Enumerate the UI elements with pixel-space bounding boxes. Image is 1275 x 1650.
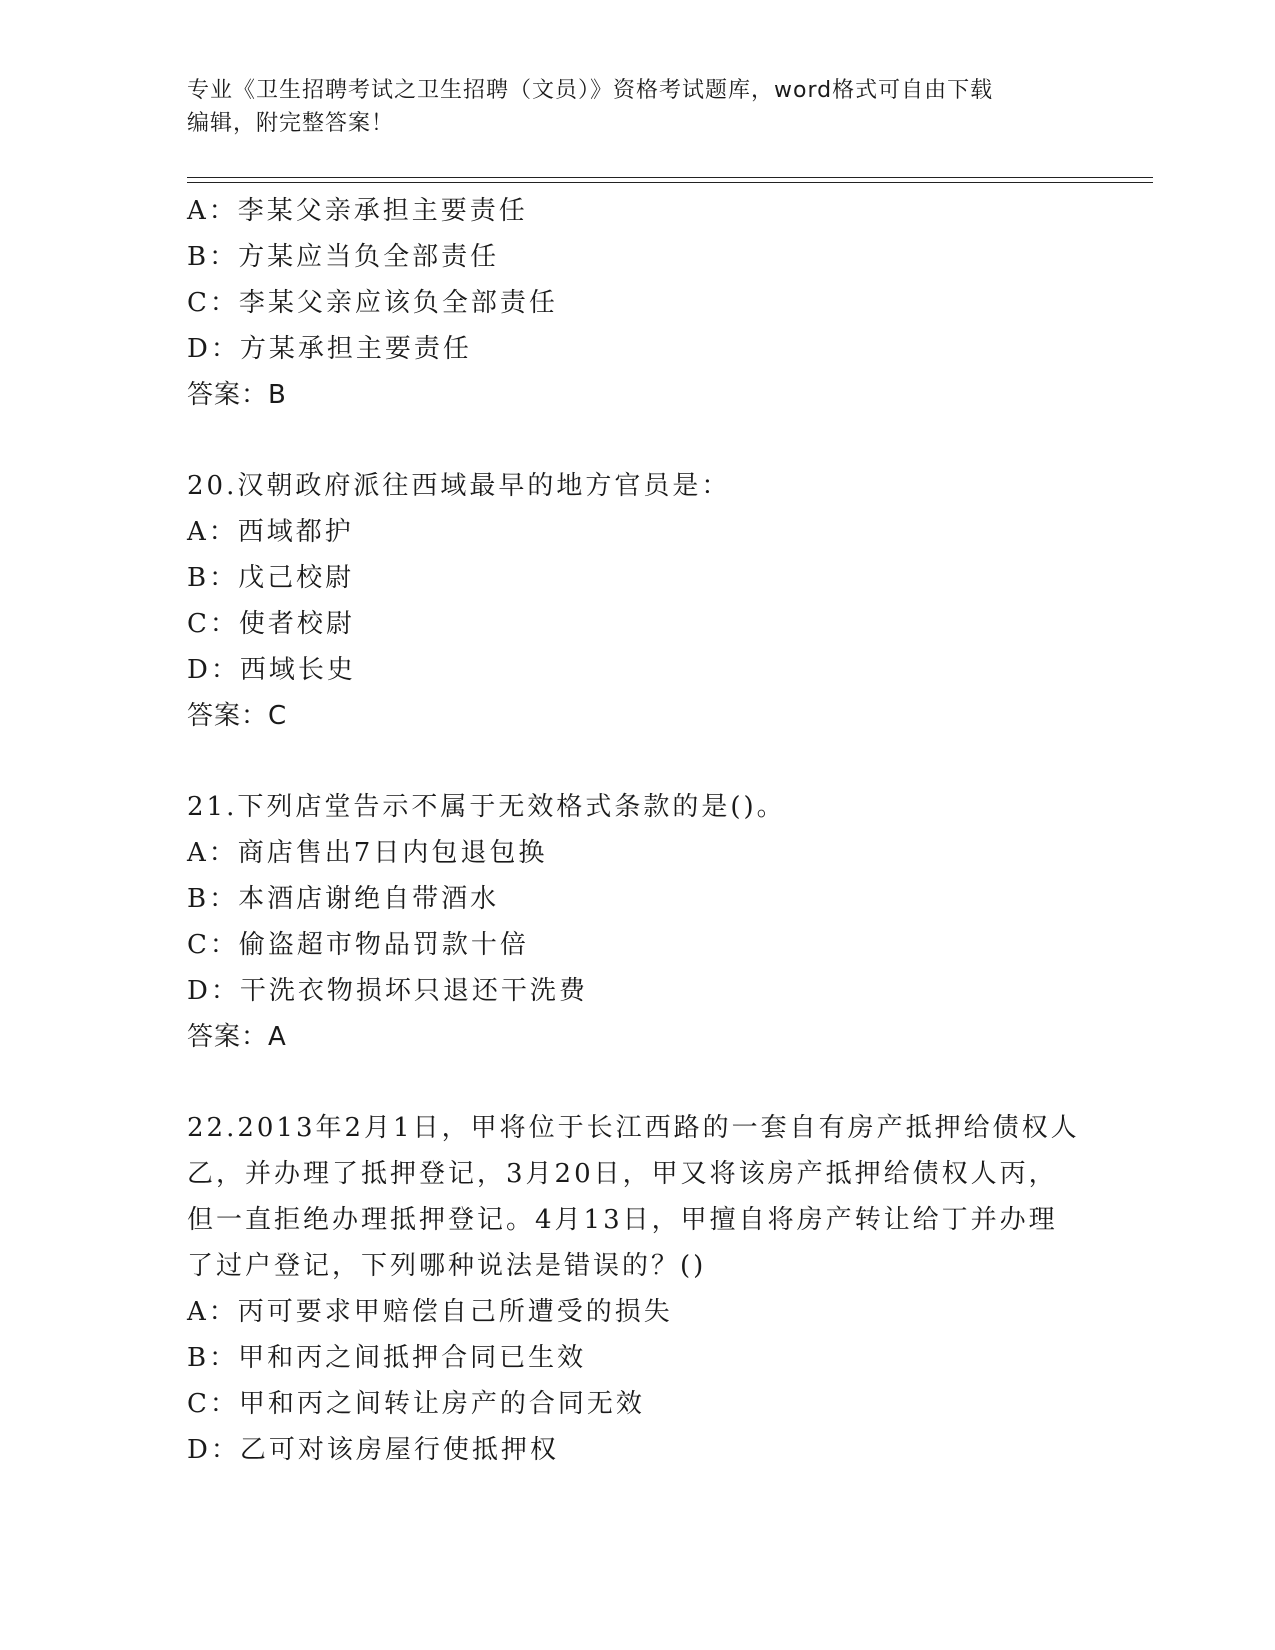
option-c: C：李某父亲应该负全部责任 [187, 288, 558, 318]
option-c: C：偷盗超市物品罚款十倍 [187, 930, 529, 960]
option-c: C：使者校尉 [187, 609, 355, 639]
option-d: D：西域长史 [187, 655, 356, 685]
question-list [187, 188, 1087, 1473]
document-header [187, 74, 1087, 140]
option-c: C：甲和丙之间转让房产的合同无效 [187, 1389, 645, 1419]
option-d: D：干洗衣物损坏只退还干洗费 [187, 976, 588, 1006]
option-d: D：乙可对该房屋行使抵押权 [187, 1435, 559, 1465]
option-d: D：方某承担主要责任 [187, 334, 472, 364]
question-stem-line: 但一直拒绝办理抵押登记。4月13日，甲擅自将房产转让给丁并办理 [187, 1205, 1058, 1235]
option-b: B：本酒店谢绝自带酒水 [187, 884, 500, 914]
question-20 [187, 463, 1087, 739]
option-a: A：西域都护 [187, 517, 354, 547]
header-line-2: 编辑，附完整答案！ [187, 111, 395, 136]
header-divider-top [187, 177, 1153, 178]
header-line-1: 专业《卫生招聘考试之卫生招聘（文员）》资格考试题库，word格式可自由下载 [187, 78, 994, 103]
option-b: B：甲和丙之间抵押合同已生效 [187, 1343, 587, 1373]
question-19 [187, 188, 1087, 418]
option-a: A：李某父亲承担主要责任 [187, 196, 528, 226]
option-a: A：商店售出7日内包退包换 [187, 838, 548, 868]
question-stem: 20.汉朝政府派往西域最早的地方官员是： [187, 471, 731, 501]
answer: 答案：A [187, 1022, 287, 1052]
question-21 [187, 784, 1087, 1060]
question-stem-line: 了过户登记，下列哪种说法是错误的？() [187, 1251, 707, 1281]
option-b: B：戊己校尉 [187, 563, 355, 593]
option-b: B：方某应当负全部责任 [187, 242, 500, 272]
answer: 答案：B [187, 380, 287, 410]
question-stem-line: 乙，并办理了抵押登记，3月20日，甲又将该房产抵押给债权人丙， [187, 1159, 1058, 1189]
option-a: A：丙可要求甲赔偿自己所遭受的损失 [187, 1297, 673, 1327]
header-divider-bottom [187, 182, 1153, 183]
question-22 [187, 1105, 1087, 1473]
answer: 答案：C [187, 701, 288, 731]
question-stem: 21.下列店堂告示不属于无效格式条款的是()。 [187, 792, 786, 822]
question-stem-line: 22.2013年2月1日，甲将位于长江西路的一套自有房产抵押给债权人 [187, 1113, 1080, 1143]
